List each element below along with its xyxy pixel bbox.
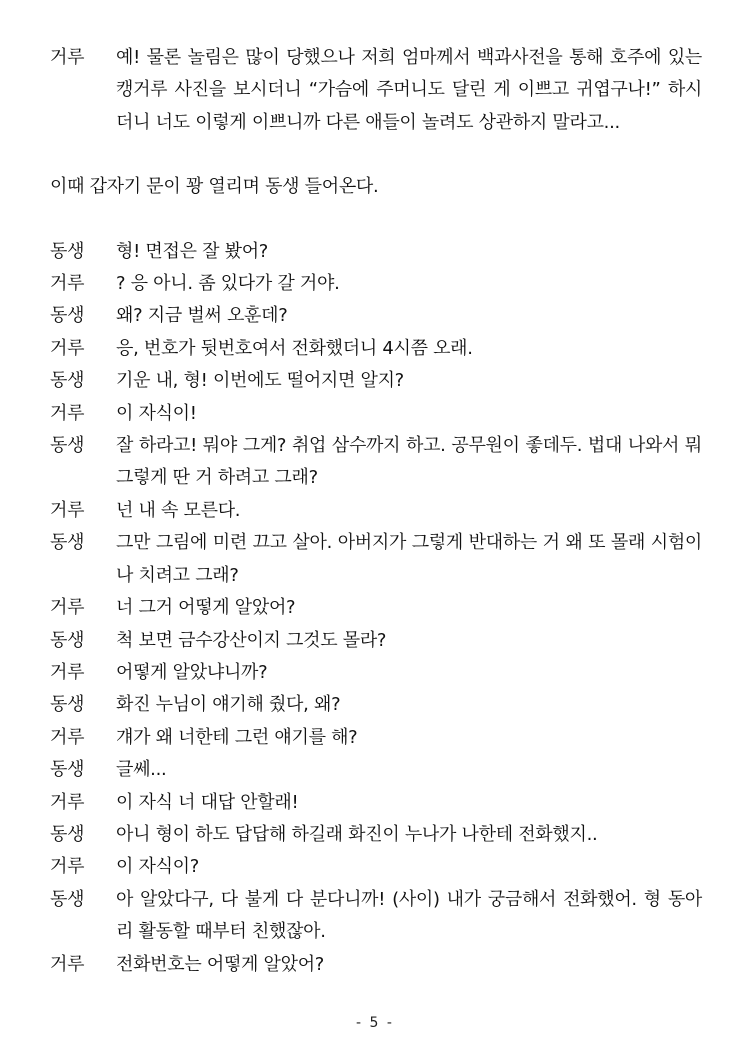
dialogue-text: 걔가 왜 너한테 그런 얘기를 해? — [116, 726, 358, 748]
dialogue-text: 잘 하라고! 뭐야 그게? 취업 삼수까지 하고. 공무원이 좋데두. 법대 나와서 뭐 그렇게 딴 거 하려고 그래? — [116, 435, 702, 489]
dialogue-text: 이 자식 너 대답 안할래! — [116, 791, 299, 813]
page-number: - 5 - — [356, 1015, 394, 1031]
dialogue-line — [50, 398, 702, 430]
speaker-name: 동생 — [50, 759, 85, 781]
dialogue-text: 어떻게 알았냐니까? — [116, 661, 268, 683]
dialogue-line — [50, 592, 702, 624]
blank-line — [50, 139, 702, 171]
dialogue-line — [50, 430, 702, 495]
dialogue-text: 아 알았다구, 다 불게 다 분다니까! (사이) 내가 궁금해서 전화했어. 형 동아리 활동할 때부터 친했잖아. — [116, 888, 702, 943]
speaker-name: 거루 — [50, 337, 85, 359]
blank-line — [50, 204, 702, 236]
speaker-name: 동생 — [50, 370, 85, 392]
speaker-name: 거루 — [50, 402, 85, 424]
dialogue-text: 척 보면 금수강산이지 그것도 몰라? — [116, 629, 387, 651]
speaker-name: 거루 — [50, 499, 85, 521]
dialogue-line — [50, 625, 702, 657]
dialogue-text: 글쎄... — [116, 759, 167, 781]
dialogue-line — [50, 754, 702, 786]
speaker-name: 거루 — [50, 791, 85, 813]
dialogue-text: 너 그거 어떻게 알았어? — [116, 597, 296, 619]
dialogue-line — [50, 527, 702, 592]
speaker-name: 거루 — [50, 597, 85, 619]
dialogue-text: 이 자식이? — [116, 856, 200, 878]
dialogue-text: 그만 그림에 미련 끄고 살아. 아버지가 그렇게 반대하는 거 왜 또 몰래 시험이나 치려고 그래? — [116, 532, 702, 586]
dialogue-line — [50, 42, 702, 139]
speaker-name: 거루 — [50, 726, 85, 748]
dialogue-text: 예! 물론 놀림은 많이 당했으나 저희 엄마께서 백과사전을 통해 호주에 있는 캥거루 사진을 보시더니 “가슴에 주머니도 달린 게 이쁘고 귀엽구나!” 하시더니 너도 이렇게 이쁘니까 다른 애들이 놀려도 상관하지 말라고... — [116, 47, 702, 133]
dialogue-line — [50, 819, 702, 851]
dialogue-text: 형! 면접은 잘 봤어? — [116, 240, 269, 262]
dialogue-line — [50, 787, 702, 819]
speaker-name: 거루 — [50, 953, 85, 975]
speaker-name: 거루 — [50, 273, 85, 295]
speaker-name: 동생 — [50, 823, 85, 845]
dialogue-text: 이 자식이! — [116, 402, 197, 424]
dialogue-text: 기운 내, 형! 이번에도 떨어지면 알지? — [116, 370, 404, 392]
dialogue-text: 전화번호는 어떻게 알았어? — [116, 953, 325, 975]
dialogue-line — [50, 884, 702, 949]
stage-direction: 이때 갑자기 문이 꽝 열리며 동생 들어온다. — [50, 176, 379, 198]
dialogue-text: 아니 형이 하도 답답해 하길래 화진이 누나가 나한테 전화했지.. — [116, 823, 598, 845]
speaker-name: 거루 — [50, 47, 85, 68]
speaker-name: 동생 — [50, 532, 85, 554]
speaker-name: 동생 — [50, 694, 85, 716]
dialogue-line — [50, 236, 702, 268]
dialogue-line — [50, 495, 702, 527]
speaker-name: 동생 — [50, 629, 85, 651]
speaker-name: 동생 — [50, 240, 85, 262]
dialogue-text: 화진 누님이 얘기해 줬다, 왜? — [116, 694, 341, 716]
speaker-name: 동생 — [50, 435, 85, 457]
dialogue-text: 응, 번호가 뒷번호여서 전화했더니 4시쯤 오래. — [116, 337, 473, 359]
dialogue-text: ? 응 아니. 좀 있다가 갈 거야. — [116, 273, 340, 295]
dialogue-line — [50, 657, 702, 689]
speaker-name: 거루 — [50, 856, 85, 878]
dialogue-line — [50, 365, 702, 397]
dialogue-line — [50, 333, 702, 365]
speaker-name: 거루 — [50, 661, 85, 683]
dialogue-line — [50, 722, 702, 754]
dialogue-line — [50, 689, 702, 721]
dialogue-text: 넌 내 속 모른다. — [116, 499, 241, 521]
dialogue-line — [50, 851, 702, 883]
dialogue-line — [50, 268, 702, 300]
dialogue-line — [50, 949, 702, 981]
speaker-name: 동생 — [50, 888, 85, 910]
dialogue-text: 왜? 지금 벌써 오훈데? — [116, 305, 288, 327]
dialogue-line — [50, 300, 702, 332]
script-body — [50, 42, 702, 981]
speaker-name: 동생 — [50, 305, 85, 327]
